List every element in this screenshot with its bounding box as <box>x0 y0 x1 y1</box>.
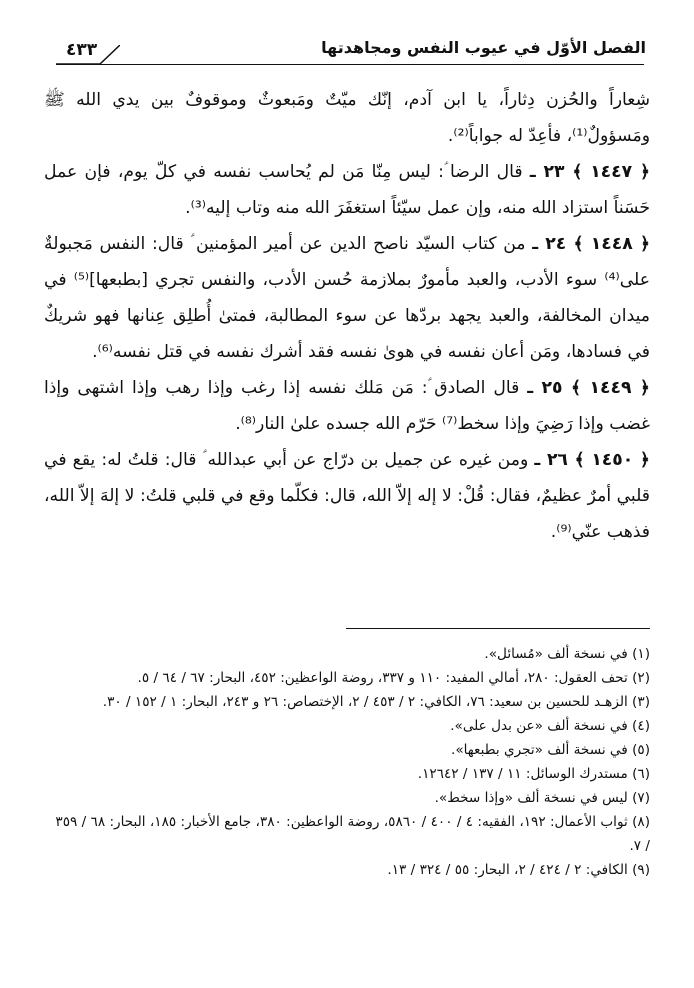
footnote-8: (٨) ثواب الأعمال: ١٩٢، الفقيه: ٤ / ٤٠٠ / ٥٨٦٠، روضة الواعظين: ٣٨٠، جامع الأخبار: ١٨٥، البحار: ٦٨ / ٣٥٩ / ٧. <box>55 814 650 854</box>
footnote-7: (٧) ليس في نسخة ألف «وإذا سخط». <box>434 790 650 806</box>
hadith-number: ﴿ ١٤٤٨ ﴾ ٢٤ ـ <box>532 234 651 254</box>
hadith-text: ومن غيره عن جميل بن درّاج عن أبي عبدالله ؑ قال: قلتُ له: يقع في قلبي أمرٌ عظيمٌ، فقال: قُلْ: لا إله إلاّ الله، قال: فكلّما وقع في قلبي قلتُ: لا إلهَ إلاّ الله، فذهب عنّي⁽⁹⁾. <box>44 450 650 542</box>
hadith-1449 <box>44 370 650 442</box>
hadith-number: ﴿ ١٤٤٩ ﴾ ٢٥ ـ <box>527 378 650 398</box>
footnote-4: (٤) في نسخة ألف «عن بدل على». <box>450 718 650 734</box>
footnote-rule <box>346 628 650 629</box>
hadith-text: قال الصادق ؑ: مَن مَلك نفسه إذا رغب وإذا رهب وإذا اشتهى وإذا غضب وإذا رَضِيَ وإذا سخط⁽⁷⁾ حَرّم الله جسده علىٰ النار⁽⁸⁾. <box>44 378 650 434</box>
hadith-1447 <box>44 154 650 226</box>
hadith-text: من كتاب السيّد ناصح الدين عن أمير المؤمنين ؑ قال: النفس مَجبولةٌ على⁽⁴⁾ سوء الأدب، والعبد مأمورٌ بملازمة حُسن الأدب، والنفس تجري [بطبعها]⁽⁵⁾ في ميدان المخالفة، والعبد يجهد بردّها عن سوء المطالبة، فمتىٰ أُطلِق عِنانها فهو شريكٌ في فسادها، ومَن أعان نفسه في هوىٰ نفسه فقد أشرك نفسه في قتل نفسه⁽⁶⁾. <box>44 234 650 362</box>
paragraph-continuation <box>44 82 650 154</box>
footnote-3: (٣) الزهـد للحسين بن سعيد: ٧٦، الكافي: ٢ / ٤٥٣ / ٢، الإختصاص: ٢٦ و ٢٤٣، البحار: ١ / ١٥٢ / ٣٠. <box>102 694 650 710</box>
hadith-1448 <box>44 226 650 370</box>
chapter-title: الفصل الأوّل في عيوب النفس ومجاهدتها <box>321 38 646 57</box>
footnote-6: (٦) مستدرك الوسائل: ١١ / ١٣٧ / ١٢٦٤٢. <box>417 766 650 782</box>
header-rule <box>56 64 644 65</box>
page-number: ٤٣٣ <box>66 40 98 60</box>
page-number-tab-ornament <box>56 45 120 65</box>
paragraph-text: شِعاراً والحُزن دِثاراً، يا ابن آدم، إنّك ميّتٌ ومَبعوثٌ وموقوفٌ بين يدي الله ﷺ ومَسؤولٌ⁽¹⁾، فأعِدّ له جواباً⁽²⁾. <box>44 90 650 146</box>
hadith-number: ﴿ ١٤٤٧ ﴾ ٢٣ ـ <box>529 162 651 182</box>
hadith-number: ﴿ ١٤٥٠ ﴾ ٢٦ ـ <box>534 450 651 470</box>
hadith-1450 <box>44 442 650 550</box>
footnotes <box>48 642 650 882</box>
hadith-text: قال الرضا ؑ: ليس مِنّا مَن لم يُحاسب نفسه في كلّ يوم، فإن عمل حَسَناً استزاد الله منه، وإن عمل سيّئاً استغفَرَ الله منه وتاب إليه⁽³⁾. <box>44 162 650 218</box>
footnote-1: (١) في نسخة ألف «مُسائل». <box>484 646 650 662</box>
footnote-2: (٢) تحف العقول: ٢٨٠، أمالي المفيد: ١١٠ و ٣٣٧، روضة الواعظين: ٤٥٢، البحار: ٦٧ / ٦٤ / ٥. <box>137 670 650 686</box>
main-text <box>44 82 650 550</box>
footnote-9: (٩) الكافي: ٢ / ٤٢٤ / ٢، البحار: ٥٥ / ٣٢٤ / ١٣. <box>387 862 650 878</box>
footnote-5: (٥) في نسخة ألف «تجري بطبعها». <box>451 742 650 758</box>
